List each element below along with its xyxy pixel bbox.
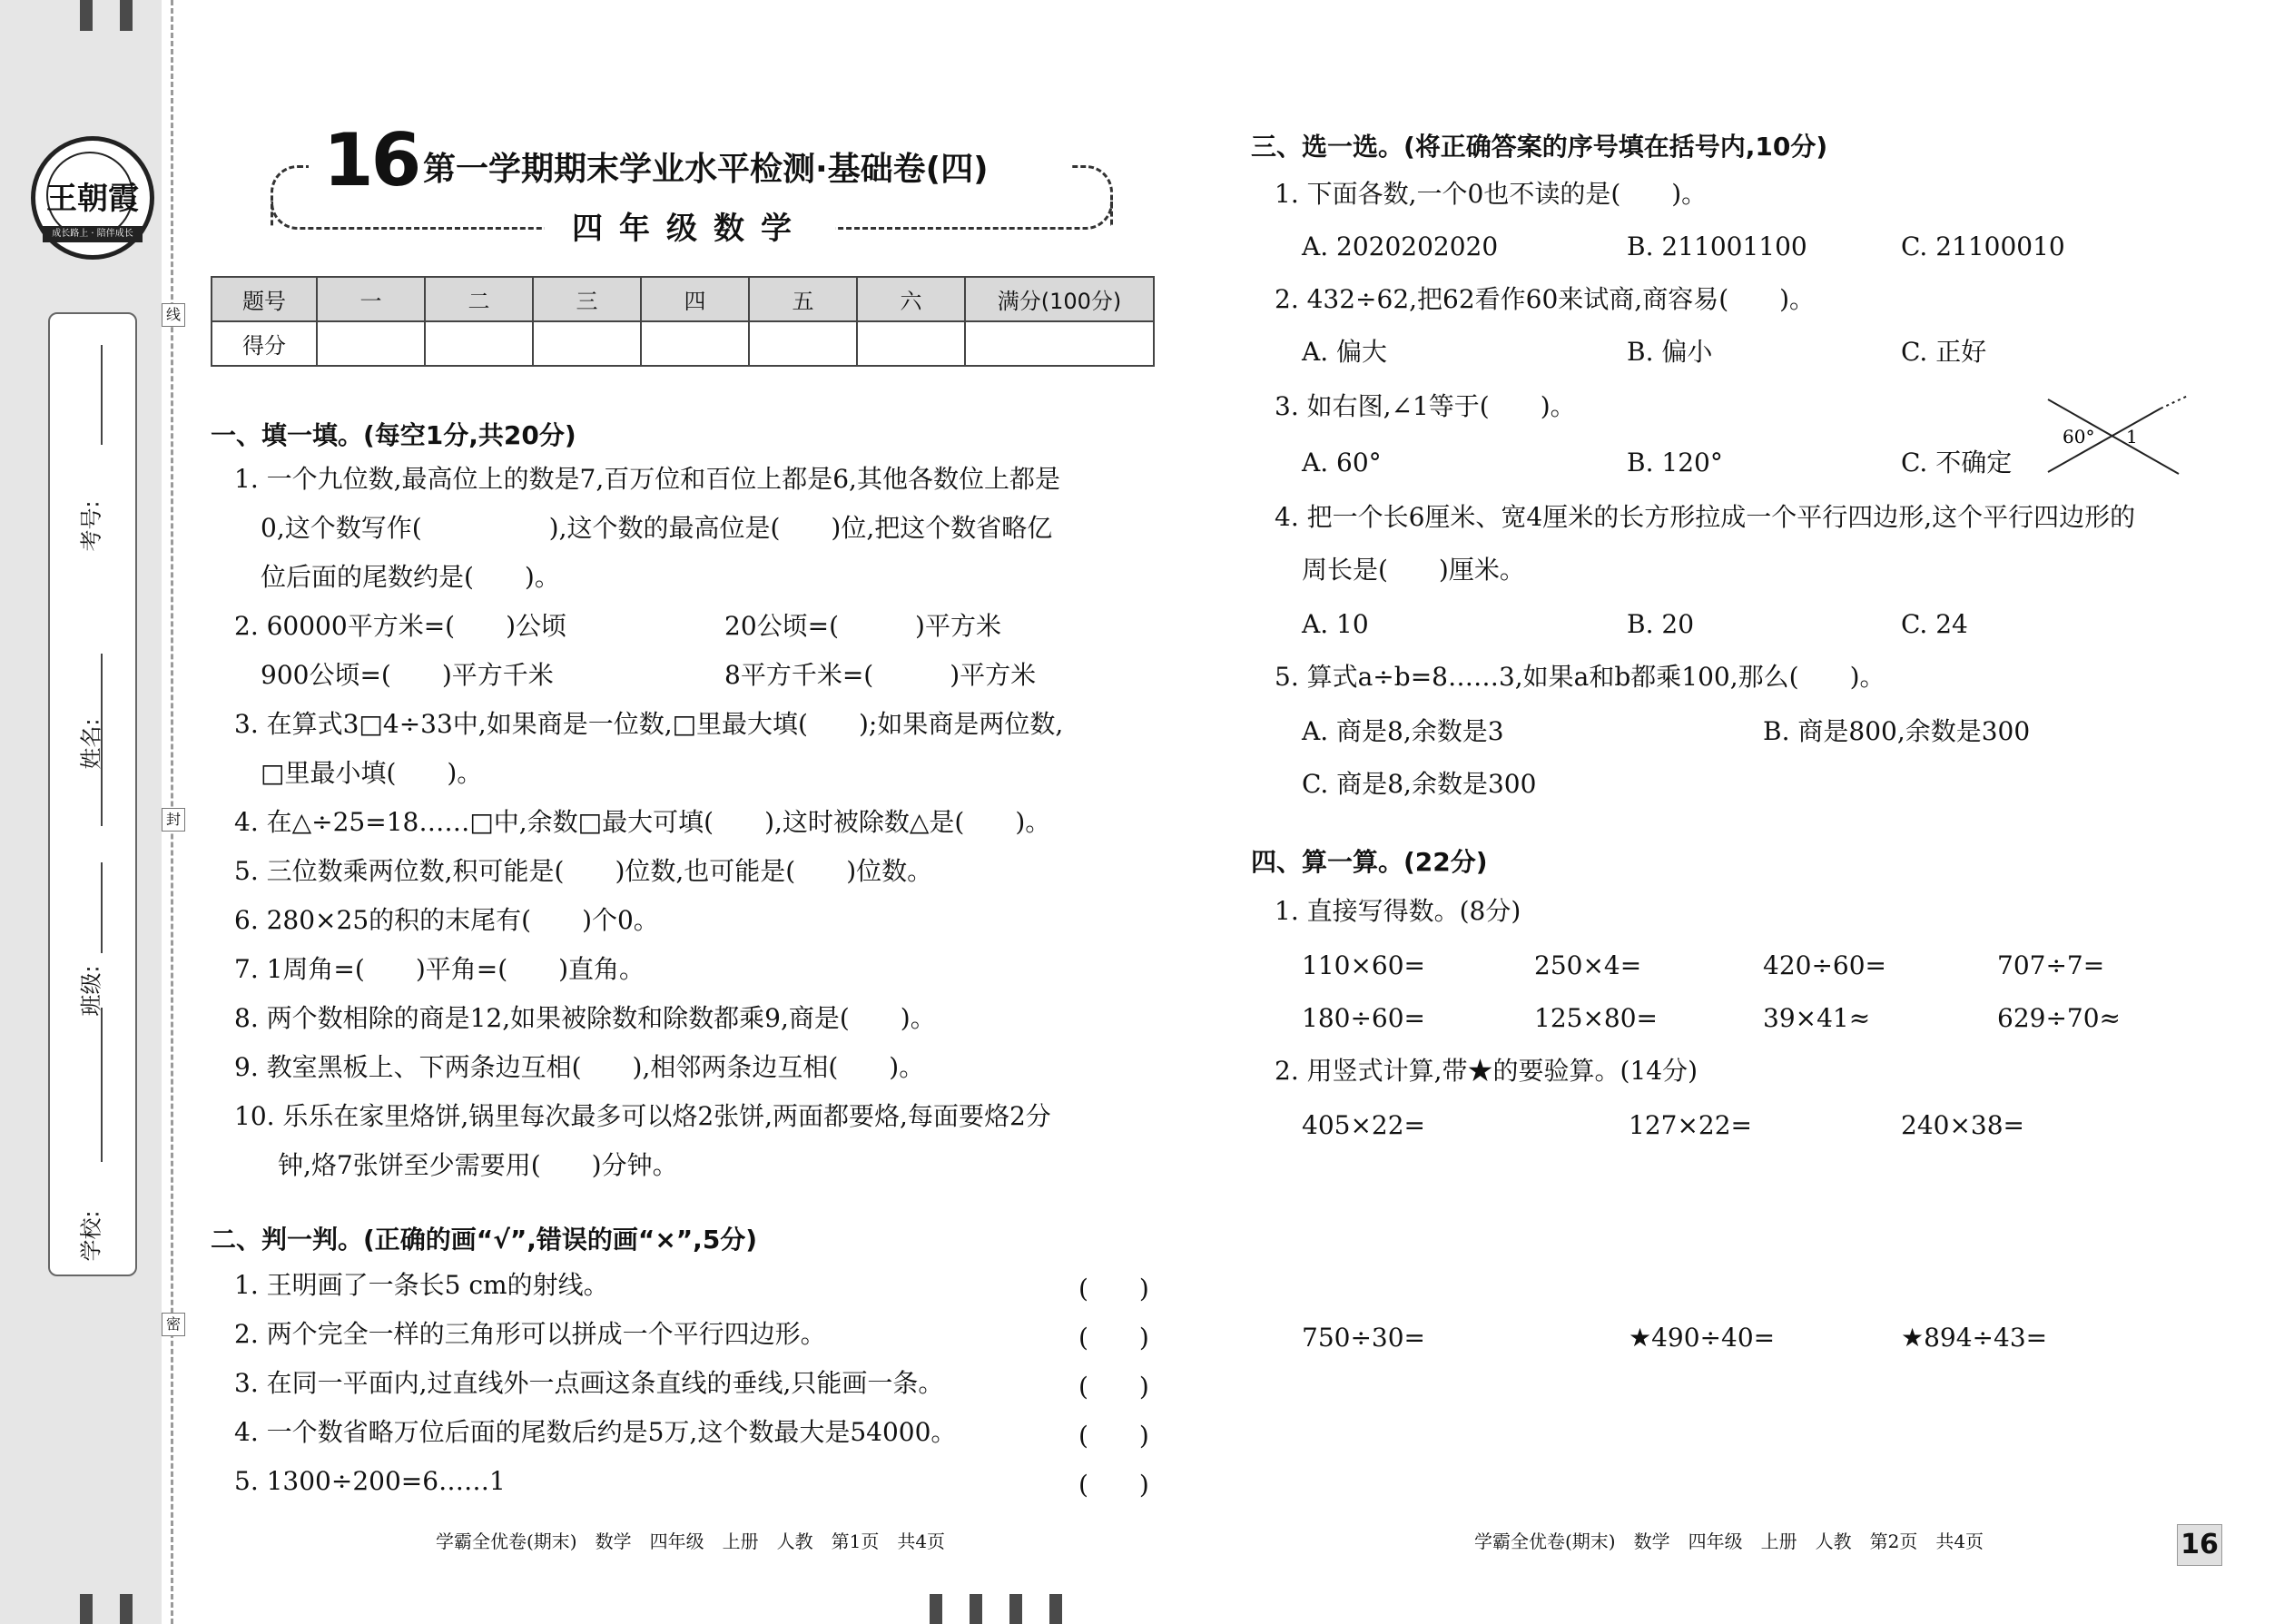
vertical-calc: 240×38= [1901, 1110, 2024, 1140]
mental-calc: 707÷7= [1997, 950, 2105, 980]
registration-mark [970, 1594, 982, 1624]
judge-item: 2. 两个完全一样的三角形可以拼成一个平行四边形。 [234, 1319, 826, 1349]
score-header-cell: 六 [857, 277, 965, 321]
choice-option: C. 不确定 [1901, 448, 2013, 477]
angle-line-dashed [2161, 396, 2188, 408]
score-row-label: 得分 [212, 321, 317, 366]
s1-line: 3. 在算式3□4÷33中,如果商是一位数,□里最大填( );如果商是两位数, [234, 709, 1064, 739]
score-table [211, 276, 1155, 367]
score-cell[interactable] [641, 321, 749, 366]
registration-mark [930, 1594, 942, 1624]
s1-line: 5. 三位数乘两位数,积可能是( )位数,也可能是( )位数。 [234, 856, 933, 886]
choice-question: 周长是( )厘米。 [1302, 555, 1525, 585]
score-header-cell: 三 [533, 277, 641, 321]
choice-option: B. 120° [1627, 448, 1723, 477]
footer-left: 学霸全优卷(期末) 数学 四年级 上册 人教 第1页 共4页 [436, 1530, 946, 1552]
page-number-badge: 16 [2177, 1524, 2222, 1566]
registration-mark [80, 0, 93, 31]
paper-subtitle: 四年级数学 [572, 211, 808, 247]
binding-char-feng: 封 [162, 808, 185, 832]
choice-option: C. 商是8,余数是300 [1302, 769, 1537, 799]
choice-option: C. 21100010 [1901, 231, 2065, 261]
s1-line: 钟,烙7张饼至少需要用( )分钟。 [278, 1150, 678, 1180]
footer-right: 学霸全优卷(期末) 数学 四年级 上册 人教 第2页 共4页 [1474, 1530, 1984, 1552]
choice-option: A. 偏大 [1302, 337, 1388, 367]
choice-option: A. 10 [1302, 609, 1369, 639]
s1-line: 9. 教室黑板上、下两条边互相( ),相邻两条边互相( )。 [234, 1052, 925, 1082]
registration-mark [120, 1594, 133, 1624]
judge-item: 5. 1300÷200=6……1 [234, 1466, 506, 1496]
s1-line: 20公顷=( )平方米 [724, 611, 1001, 641]
s1-line: 7. 1周角=( )平角=( )直角。 [234, 954, 645, 984]
s1-line: 1. 一个九位数,最高位上的数是7,百万位和百位上都是6,其他各数位上都是 [234, 464, 1060, 494]
vertical-calc: 405×22= [1302, 1110, 1425, 1140]
logo-text: 王朝霞 [46, 181, 139, 217]
vertical-calc: 127×22= [1629, 1110, 1752, 1140]
s1-line: 4. 在△÷25=18……□中,余数□最大可填( ),这时被除数△是( )。 [234, 807, 1051, 837]
choice-option: C. 24 [1901, 609, 1968, 639]
vertical-calc: ★490÷40= [1629, 1323, 1776, 1353]
s1-line: 位后面的尾数约是( )。 [261, 562, 560, 592]
judge-answer-box[interactable]: ( ) [1078, 1470, 1149, 1500]
choice-question: 4. 把一个长6厘米、宽4厘米的长方形拉成一个平行四边形,这个平行四边形的 [1275, 502, 2136, 532]
score-cell[interactable] [425, 321, 533, 366]
registration-mark [1009, 1594, 1022, 1624]
score-cell[interactable] [749, 321, 857, 366]
exam-no-label: 考号: [78, 500, 104, 552]
class-line [101, 862, 103, 953]
judge-answer-box[interactable]: ( ) [1078, 1421, 1149, 1451]
choice-question: 1. 下面各数,一个0也不读的是( )。 [1275, 179, 1708, 209]
score-cell[interactable] [317, 321, 425, 366]
exam-no-line [101, 345, 103, 445]
calc-subheading: 2. 用竖式计算,带★的要验算。(14分) [1275, 1056, 1698, 1086]
choice-option: A. 60° [1302, 448, 1382, 477]
s1-line: 8平方千米=( )平方米 [724, 660, 1037, 690]
choice-option: C. 正好 [1901, 337, 1987, 367]
section4-heading: 四、算一算。(22分) [1251, 847, 1488, 877]
choice-option: B. 20 [1627, 609, 1695, 639]
s1-line: 10. 乐乐在家里烙饼,锅里每次最多可以烙2张饼,两面都要烙,每面要烙2分 [234, 1101, 1051, 1131]
mental-calc: 420÷60= [1763, 950, 1886, 980]
judge-answer-box[interactable]: ( ) [1078, 1323, 1149, 1353]
mental-calc: 629÷70≈ [1997, 1003, 2121, 1033]
score-header-cell: 四 [641, 277, 749, 321]
s1-line: □里最小填( )。 [261, 758, 483, 788]
choice-option: B. 偏小 [1627, 337, 1713, 367]
s1-line: 900公顷=( )平方千米 [261, 660, 554, 690]
s1-line: 8. 两个数相除的商是12,如果被除数和除数都乘9,商是( )。 [234, 1003, 936, 1033]
score-cell[interactable] [533, 321, 641, 366]
school-line [101, 1008, 103, 1162]
registration-mark [80, 1594, 93, 1624]
mental-calc: 180÷60= [1302, 1003, 1425, 1033]
score-header-cell: 满分(100分) [965, 277, 1154, 321]
s1-line: 6. 280×25的积的末尾有( )个0。 [234, 905, 659, 935]
score-header-cell: 一 [317, 277, 425, 321]
vertical-calc: ★894÷43= [1901, 1323, 2048, 1353]
mental-calc: 110×60= [1302, 950, 1425, 980]
registration-mark [120, 0, 133, 31]
mental-calc: 125×80= [1534, 1003, 1658, 1033]
choice-option: B. 211001100 [1627, 231, 1807, 261]
calc-subheading: 1. 直接写得数。(8分) [1275, 896, 1521, 926]
school-label: 学校: [78, 1210, 104, 1262]
name-label: 姓名: [78, 718, 104, 770]
s1-line: 0,这个数写作( ),这个数的最高位是( )位,把这个数省略亿 [261, 513, 1053, 543]
student-info-box [48, 312, 137, 1276]
angle-figure [2043, 396, 2188, 477]
judge-answer-box[interactable]: ( ) [1078, 1372, 1149, 1402]
angle-label-1: 1 [2126, 426, 2138, 448]
angle-label-60: 60° [2063, 426, 2095, 448]
choice-question: 5. 算式a÷b=8……3,如果a和b都乘100,那么( )。 [1275, 662, 1885, 692]
binding-char-mi: 密 [162, 1313, 185, 1336]
registration-mark [1049, 1594, 1062, 1624]
vertical-calc: 750÷30= [1302, 1323, 1425, 1353]
logo-ribbon: 成长路上 · 陪伴成长 [43, 226, 143, 242]
choice-option: A. 2020202020 [1302, 231, 1499, 261]
mental-calc: 39×41≈ [1763, 1003, 1871, 1033]
choice-option: B. 商是800,余数是300 [1763, 716, 2031, 746]
score-cell[interactable] [965, 321, 1154, 366]
score-cell[interactable] [857, 321, 965, 366]
mental-calc: 250×4= [1534, 950, 1642, 980]
class-label: 班级: [78, 965, 104, 1017]
paper-number: 16 [323, 118, 419, 202]
judge-answer-box[interactable]: ( ) [1078, 1274, 1149, 1304]
choice-option: A. 商是8,余数是3 [1302, 716, 1504, 746]
choice-question: 2. 432÷62,把62看作60来试商,商容易( )。 [1275, 284, 1816, 314]
score-header-cell: 题号 [212, 277, 317, 321]
binding-char-xian: 线 [162, 303, 185, 327]
judge-item: 4. 一个数省略万位后面的尾数后约是5万,这个数最大是54000。 [234, 1417, 957, 1447]
judge-item: 3. 在同一平面内,过直线外一点画这条直线的垂线,只能画一条。 [234, 1368, 944, 1398]
paper-title: 第一学期期末学业水平检测·基础卷(四) [423, 151, 989, 188]
score-header-cell: 五 [749, 277, 857, 321]
choice-question: 3. 如右图,∠1等于( )。 [1275, 391, 1576, 421]
section1-heading: 一、填一填。(每空1分,共20分) [211, 420, 576, 450]
judge-item: 1. 王明画了一条长5 cm的射线。 [234, 1270, 609, 1300]
section2-heading: 二、判一判。(正确的画“√”,错误的画“×”,5分) [211, 1225, 758, 1255]
score-header-cell: 二 [425, 277, 533, 321]
s1-line: 2. 60000平方米=( )公顷 [234, 611, 566, 641]
brand-logo [31, 136, 154, 260]
section3-heading: 三、选一选。(将正确答案的序号填在括号内,10分) [1251, 132, 1828, 162]
